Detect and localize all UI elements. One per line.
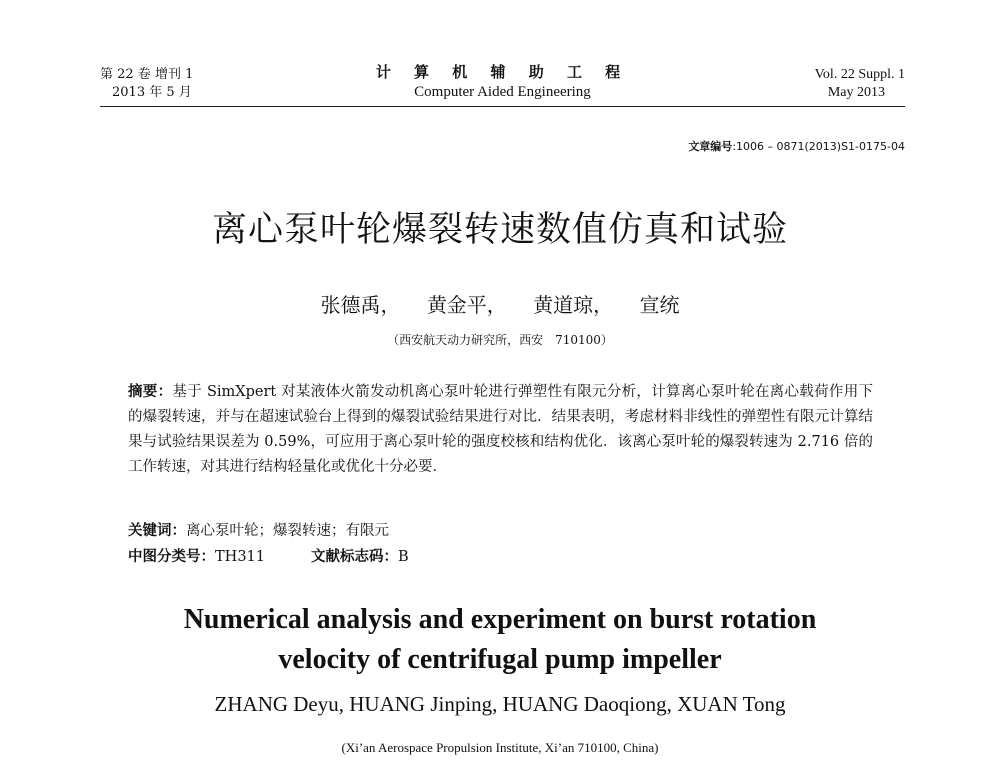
clc-value: TH311	[215, 549, 265, 565]
abstract-cn	[128, 380, 873, 480]
header-date-line: 2013 年 5 月	[112, 85, 192, 100]
running-header	[100, 58, 905, 107]
keywords-label: 关键词：	[128, 523, 186, 539]
header-volume-line: 第 22 卷 增刊 1	[100, 67, 194, 82]
paper-title-en-line2: velocity of centrifugal pump impeller	[278, 644, 722, 675]
header-volume-en-line: Vol. 22 Suppl. 1	[814, 67, 905, 82]
keywords-text: 离心泵叶轮；爆裂转速；有限元	[186, 523, 389, 539]
header-date-en-line: May 2013	[827, 85, 885, 100]
article-number-value: :1006 – 0871(2013)S1-0175-04	[732, 140, 905, 153]
authors-en: ZHANG Deyu, HUANG Jinping, HUANG Daoqiong, XUAN Tong	[214, 692, 786, 716]
author-cn: 黄金平，	[426, 293, 507, 317]
paper-title-en	[0, 600, 1000, 680]
affiliation-en: (Xi’an Aerospace Propulsion Institute, Xi’an 710100, China)	[341, 740, 659, 755]
author-cn: 黄道琼，	[533, 293, 614, 317]
journal-name-cn: 计 算 机 辅 助 工 程	[375, 63, 630, 81]
author-cn: 宣统	[639, 293, 680, 317]
author-cn: 张德禹，	[320, 293, 401, 317]
article-number-label: 文章编号	[688, 140, 733, 153]
header-volume-en	[815, 66, 905, 102]
authors-cn	[0, 289, 1000, 318]
abstract-text: 基于 SimXpert 对某液体火箭发动机离心泵叶轮进行弹塑性有限元分析，计算离心泵叶轮在离心载荷作用下的爆裂转速，并与在超速试验台上得到的爆裂试验结果进行对比．结果表明，考虑材料非线性的弹塑性有限元计算结果与试验结果误差为 0.59%，可应用于离心泵叶轮的强度校核和结构优化．该离心泵叶轮的爆裂转速为 2.716 倍的工作转速，对其进行结构轻量化或优化十分必要．	[128, 384, 874, 475]
doc-code-value: B	[398, 549, 409, 565]
paper-title-cn: 离心泵叶轮爆裂转速数值仿真和试验	[211, 210, 788, 250]
clc-label: 中图分类号：	[128, 549, 215, 565]
article-number	[688, 138, 905, 154]
classification	[128, 545, 409, 569]
abstract-label: 摘要：	[128, 384, 173, 400]
journal-name-en: Computer Aided Engineering	[414, 84, 591, 100]
journal-name	[100, 62, 905, 102]
doc-code-label: 文献标志码：	[311, 549, 398, 565]
paper-title-en-line1: Numerical analysis and experiment on burst rotation	[183, 604, 817, 635]
keywords	[128, 519, 389, 543]
affiliation-cn: （西安航天动力研究所，西安 710100）	[387, 333, 613, 347]
